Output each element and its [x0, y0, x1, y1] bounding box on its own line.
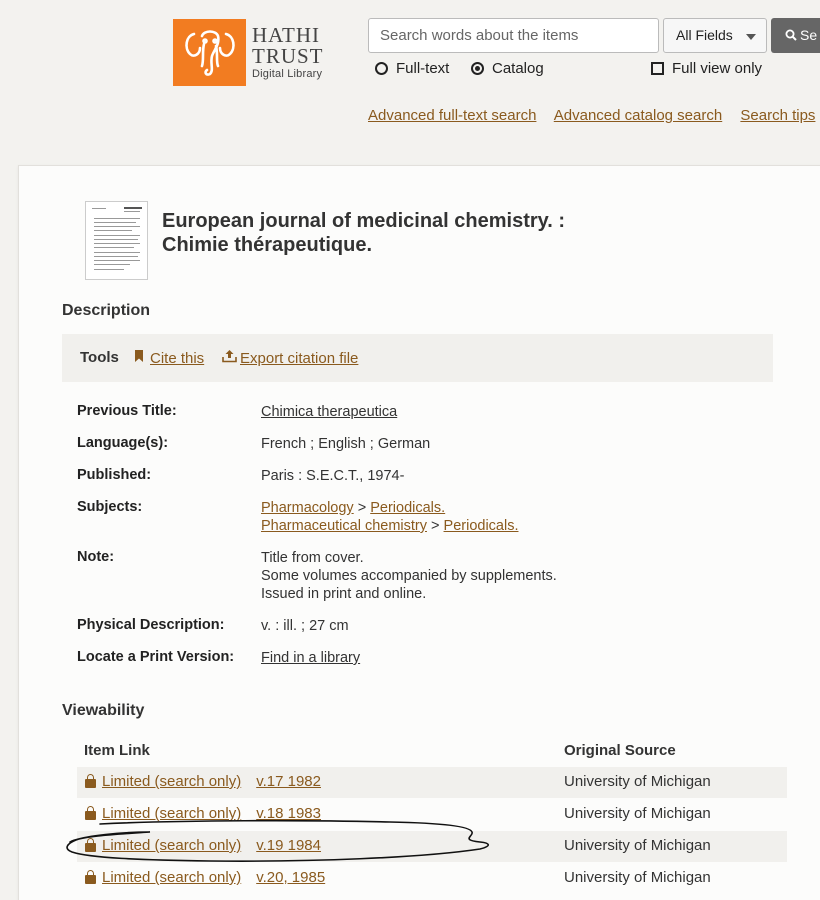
- hathitrust-logo[interactable]: [173, 18, 333, 86]
- radio-catalog-label: Catalog: [492, 60, 544, 77]
- col-item-link: Item Link: [84, 742, 150, 759]
- logo-line3: Digital Library: [252, 67, 323, 80]
- note-line2: Some volumes accompanied by supplements.: [261, 568, 557, 584]
- search-button[interactable]: [771, 18, 820, 53]
- advanced-fulltext-link[interactable]: Advanced full-text search: [368, 107, 537, 124]
- physical-label: Physical Description:: [77, 617, 225, 633]
- subject-separator: >: [357, 500, 367, 516]
- cite-this-link[interactable]: [134, 349, 204, 367]
- find-in-library-link[interactable]: Find in a library: [261, 650, 361, 666]
- viewability-heading: Viewability: [62, 702, 145, 719]
- checkbox-icon: [651, 62, 664, 75]
- subject-pharm-chemistry-link[interactable]: Pharmaceutical chemistry: [261, 518, 427, 534]
- search-button-label: Se: [800, 27, 818, 43]
- note-line1: Title from cover.: [261, 550, 364, 566]
- search-icon: [785, 19, 797, 31]
- cite-this-label[interactable]: Cite this: [150, 349, 205, 367]
- record-title: [162, 209, 722, 257]
- subject-separator: >: [431, 518, 440, 534]
- search-field-value: All Fields: [676, 27, 733, 43]
- tools-label: Tools: [80, 349, 119, 366]
- radio-catalog[interactable]: [471, 60, 544, 77]
- source-cell: University of Michigan: [564, 773, 711, 790]
- elephant-logo-icon: [173, 19, 246, 86]
- full-view-only-label: Full view only: [672, 60, 763, 77]
- source-cell: University of Michigan: [564, 805, 711, 822]
- title-line2: Chimie thérapeutique.: [162, 234, 373, 256]
- logo-line2: TRUST: [252, 43, 324, 68]
- export-citation-link[interactable]: [222, 349, 358, 367]
- source-cell: University of Michigan: [564, 837, 711, 854]
- access-link[interactable]: Limited (search only): [102, 869, 242, 886]
- subjects-label: Subjects:: [77, 499, 143, 515]
- volume-link[interactable]: v.17 1982: [256, 773, 321, 790]
- export-icon: [222, 349, 237, 367]
- volume-link[interactable]: v.20, 1985: [256, 869, 326, 886]
- languages-value: French ; English ; German: [261, 436, 431, 452]
- source-cell: University of Michigan: [564, 869, 711, 886]
- logo-line1: HATHI: [252, 22, 320, 47]
- title-line1: European journal of medicinal chemistry. :: [162, 210, 566, 232]
- radio-fulltext[interactable]: [375, 60, 449, 77]
- search-input[interactable]: Search words about the items: [368, 18, 659, 53]
- volume-link[interactable]: v.18 1983: [256, 805, 321, 822]
- published-value: Paris : S.E.C.T., 1974-: [261, 468, 405, 484]
- radio-unchecked-icon: [375, 62, 388, 75]
- tools-bar: [62, 334, 773, 382]
- access-link[interactable]: Limited (search only): [102, 837, 242, 854]
- languages-label: Language(s):: [77, 435, 169, 451]
- table-row: [77, 767, 787, 798]
- chevron-down-icon: [746, 34, 756, 40]
- search-tips-link[interactable]: Search tips: [740, 107, 816, 124]
- subject-pharmacology-link[interactable]: Pharmacology: [261, 500, 354, 516]
- previous-title-link[interactable]: Chimica therapeutica: [261, 404, 398, 420]
- note-label: Note:: [77, 549, 115, 565]
- note-value: [261, 549, 557, 603]
- access-link[interactable]: Limited (search only): [102, 805, 242, 822]
- subject-periodicals-link-1[interactable]: Periodicals.: [370, 500, 446, 516]
- note-line3: Issued in print and online.: [261, 586, 427, 602]
- subjects-value: [261, 499, 518, 535]
- published-label: Published:: [77, 467, 152, 483]
- access-link[interactable]: Limited (search only): [102, 773, 242, 790]
- radio-checked-icon: [471, 62, 484, 75]
- description-heading: Description: [62, 302, 151, 319]
- lock-icon: [85, 875, 96, 884]
- radio-fulltext-label: Full-text: [396, 60, 450, 77]
- search-field-select[interactable]: [663, 18, 767, 53]
- col-original-source: Original Source: [564, 742, 676, 759]
- previous-title-label: Previous Title:: [77, 403, 177, 419]
- physical-value: v. : ill. ; 27 cm: [261, 618, 349, 634]
- advanced-catalog-link[interactable]: Advanced catalog search: [553, 107, 723, 124]
- locate-label: Locate a Print Version:: [77, 649, 235, 665]
- hand-drawn-circle-annotation: [60, 818, 500, 868]
- cover-thumbnail: [85, 201, 148, 280]
- export-citation-label[interactable]: Export citation file: [240, 349, 359, 367]
- subject-periodicals-link-2[interactable]: Periodicals.: [443, 518, 519, 534]
- bookmark-icon: [134, 349, 144, 367]
- volume-link[interactable]: v.19 1984: [256, 837, 321, 854]
- full-view-only-checkbox[interactable]: [651, 60, 762, 77]
- lock-icon: [85, 779, 96, 788]
